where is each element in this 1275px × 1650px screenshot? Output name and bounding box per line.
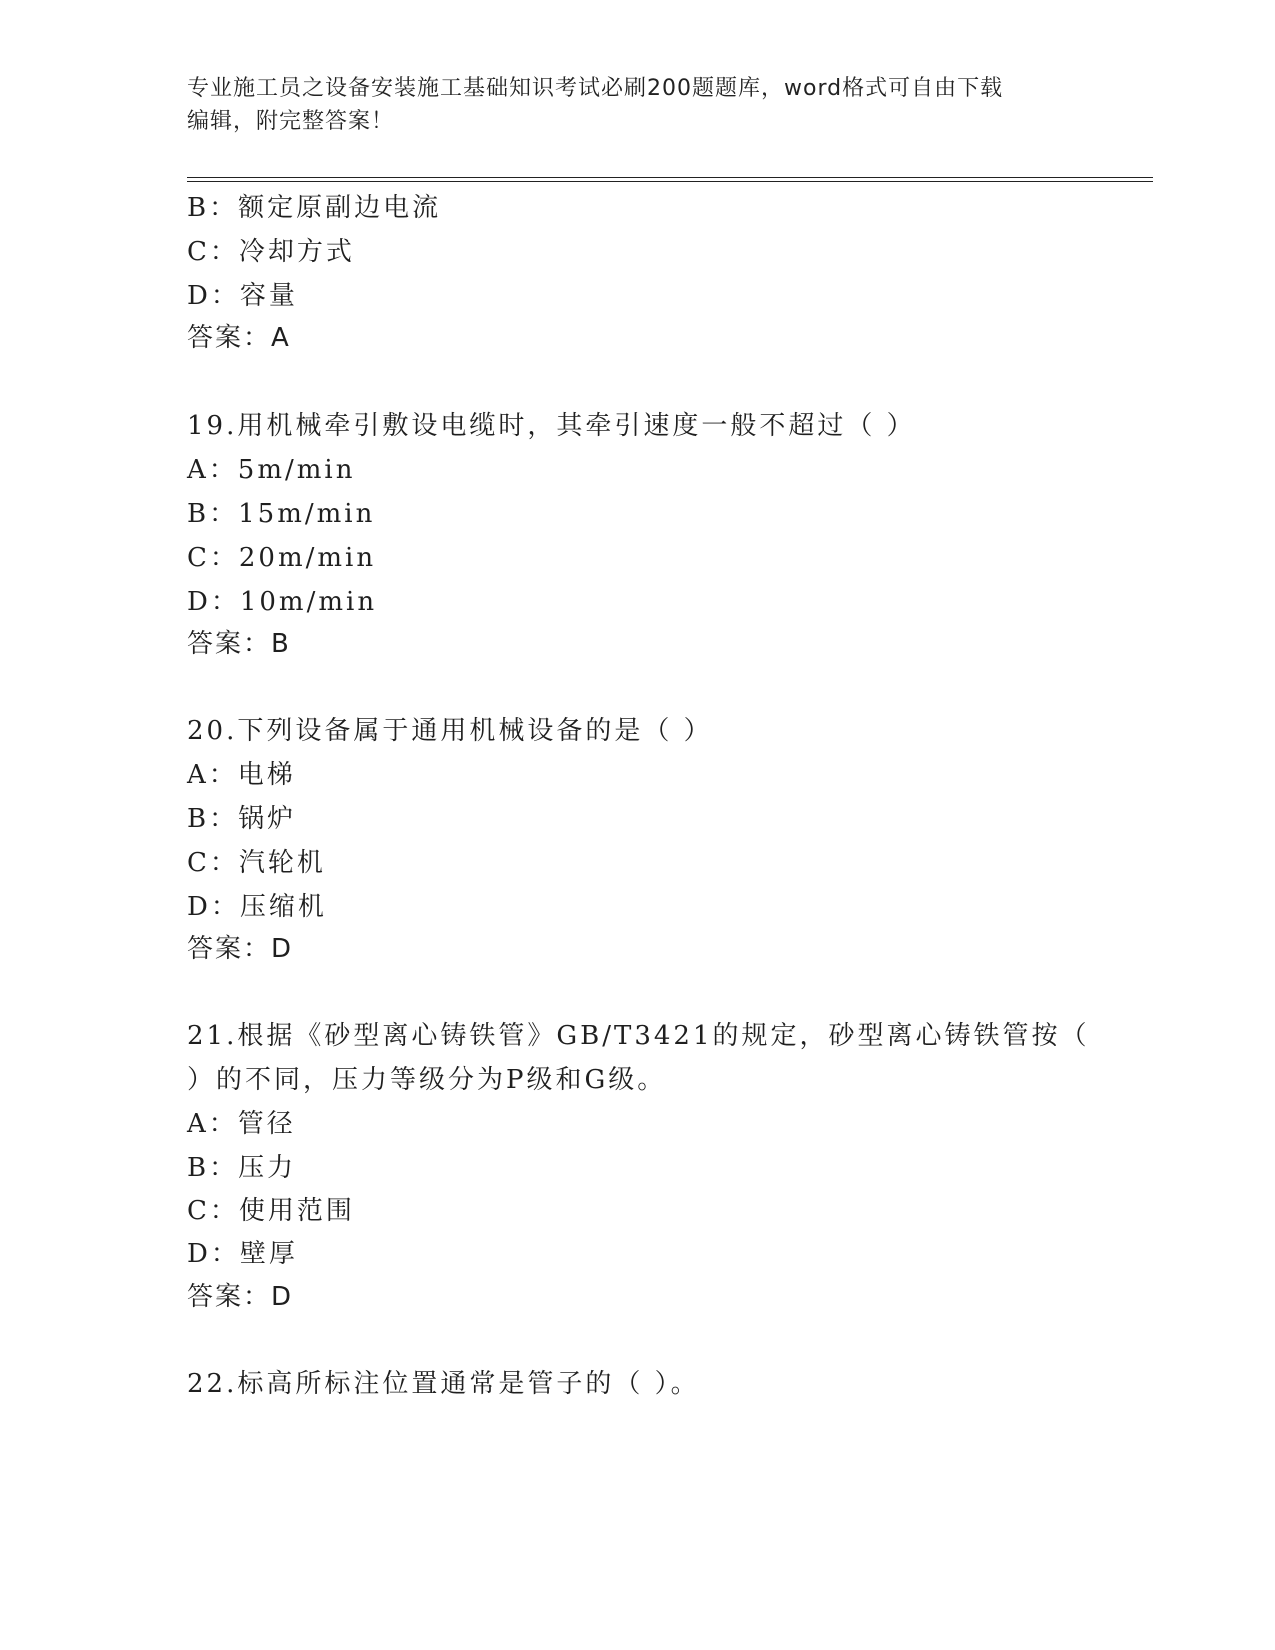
answer-q21: 答案：D	[187, 1282, 294, 1312]
option-a-q21: A：管径	[187, 1109, 296, 1139]
answer-q19: 答案：B	[187, 629, 291, 659]
question-21-line-2: ）的不同，压力等级分为P级和G级。	[187, 1065, 667, 1095]
question-19: 19.用机械牵引敷设电缆时，其牵引速度一般不超过（ ）	[187, 411, 916, 441]
option-c-q20: C：汽轮机	[187, 848, 326, 878]
option-c-q21: C：使用范围	[187, 1196, 355, 1226]
header-line-2: 编辑，附完整答案！	[187, 109, 395, 134]
option-a-q20: A：电梯	[187, 760, 296, 790]
question-21-line-1: 21.根据《砂型离心铸铁管》GB/T3421的规定，砂型离心铸铁管按（	[187, 1021, 1090, 1051]
option-a-q19: A：5m/min	[187, 455, 356, 485]
document-header	[187, 72, 1087, 138]
option-d-q18: D：容量	[187, 281, 298, 311]
option-c-q18: C：冷却方式	[187, 237, 355, 267]
option-b-q20: B：锅炉	[187, 804, 297, 834]
header-divider-top	[187, 177, 1153, 178]
header-line-1: 专业施工员之设备安装施工基础知识考试必刷200题题库，word格式可自由下载	[187, 76, 1004, 101]
option-b-q19: B：15m/min	[187, 499, 376, 529]
option-d-q21: D：壁厚	[187, 1239, 298, 1269]
answer-q18: 答案：A	[187, 323, 291, 353]
option-d-q19: D：10m/min	[187, 587, 378, 617]
option-c-q19: C：20m/min	[187, 543, 377, 573]
question-20: 20.下列设备属于通用机械设备的是（ ）	[187, 716, 713, 746]
question-22: 22.标高所标注位置通常是管子的（ ）。	[187, 1369, 700, 1399]
header-divider-bottom	[187, 181, 1153, 182]
option-d-q20: D：压缩机	[187, 892, 327, 922]
answer-q20: 答案：D	[187, 934, 294, 964]
option-b-q21: B：压力	[187, 1153, 297, 1183]
option-b-q18: B：额定原副边电流	[187, 193, 442, 223]
